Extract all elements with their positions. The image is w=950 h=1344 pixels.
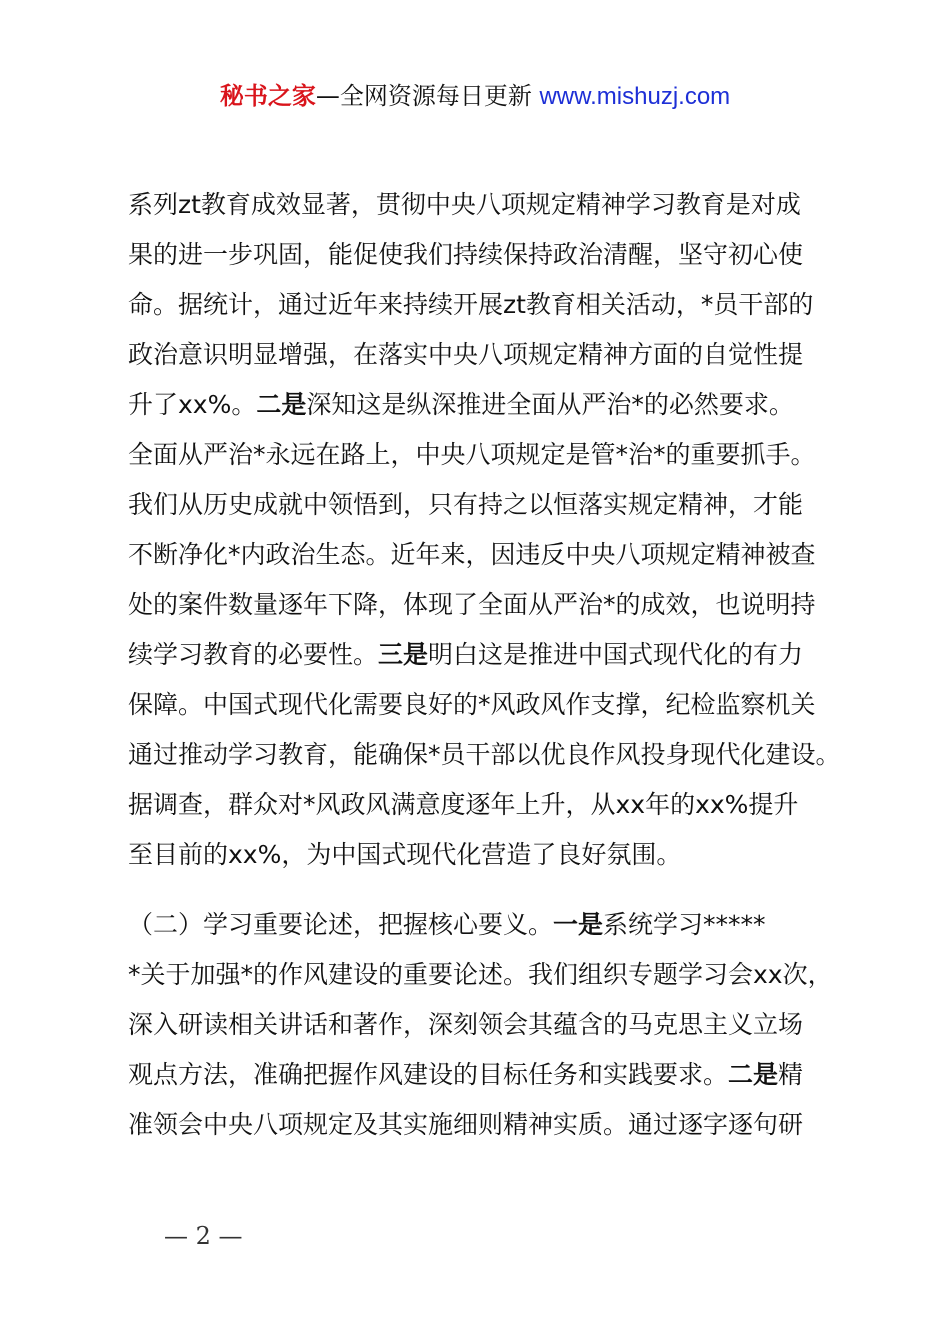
text-span: 续学习教育的必要性。 [128, 640, 379, 669]
document-body [128, 180, 848, 1150]
emphasis-label: 三是 [378, 640, 429, 669]
text-line: 处的案件数量逐年下降，体现了全面从严治*的成效，也说明持 [128, 590, 816, 619]
text-line [128, 900, 848, 950]
text-line: 至目前的xx%，为中国式现代化营造了良好氛围。 [128, 840, 682, 869]
page-number: — 2 — [164, 1222, 243, 1250]
text-line: 我们从历史成就中领悟到，只有持之以恒落实规定精神，才能 [128, 490, 804, 519]
site-url-link[interactable]: www.mishuzj.com [539, 83, 731, 110]
text-span: 精 [778, 1060, 804, 1089]
text-line: 通过推动学习教育，能确保*员干部以优良作风投身现代化建设。 [128, 740, 841, 769]
paragraph-2 [128, 900, 848, 1150]
text-line [128, 1050, 848, 1100]
site-tagline: —全网资源每日更新 [315, 82, 540, 110]
text-line: 保障。中国式现代化需要良好的*风政风作支撑，纪检监察机关 [128, 690, 816, 719]
text-span: 明白这是推进中国式现代化的有力 [428, 640, 804, 669]
text-span: （二）学习重要论述，把握核心要义。 [128, 910, 554, 939]
text-line: 据调查，群众对*风政风满意度逐年上升，从xx年的xx%提升 [128, 790, 799, 819]
text-line: 不断净化*内政治生态。近年来，因违反中央八项规定精神被查 [128, 540, 816, 569]
emphasis-label: 二是 [256, 390, 307, 419]
text-line [128, 380, 848, 430]
text-line: 深入研读相关讲话和著作，深刻领会其蕴含的马克思主义立场 [128, 1010, 804, 1039]
text-line: 果的进一步巩固，能促使我们持续保持政治清醒，坚守初心使 [128, 240, 804, 269]
paragraph-gap [128, 880, 848, 900]
text-span: 观点方法，准确把握作风建设的目标任务和实践要求。 [128, 1060, 729, 1089]
text-line: 全面从严治*永远在路上，中央八项规定是管*治*的重要抓手。 [128, 440, 816, 469]
site-banner [0, 80, 950, 113]
emphasis-label: 一是 [553, 910, 604, 939]
text-line: 命。据统计，通过近年来持续开展zt教育相关活动，*员干部的 [128, 290, 814, 319]
paragraph-1 [128, 180, 848, 880]
text-line: 系列zt教育成效显著，贯彻中央八项规定精神学习教育是对成 [128, 190, 801, 219]
text-line: *关于加强*的作风建设的重要论述。我们组织专题学习会xx次， [128, 960, 833, 989]
text-line: 政治意识明显增强，在落实中央八项规定精神方面的自觉性提 [128, 340, 804, 369]
text-line [128, 630, 848, 680]
site-brand: 秘书之家 [219, 82, 316, 110]
emphasis-label: 二是 [728, 1060, 779, 1089]
text-span: 系统学习***** [603, 910, 766, 939]
text-span: 深知这是纵深推进全面从严治*的必然要求。 [306, 390, 794, 419]
text-line: 准领会中央八项规定及其实施细则精神实质。通过逐字逐句研 [128, 1110, 804, 1139]
text-span: 升了xx%。 [128, 390, 257, 419]
